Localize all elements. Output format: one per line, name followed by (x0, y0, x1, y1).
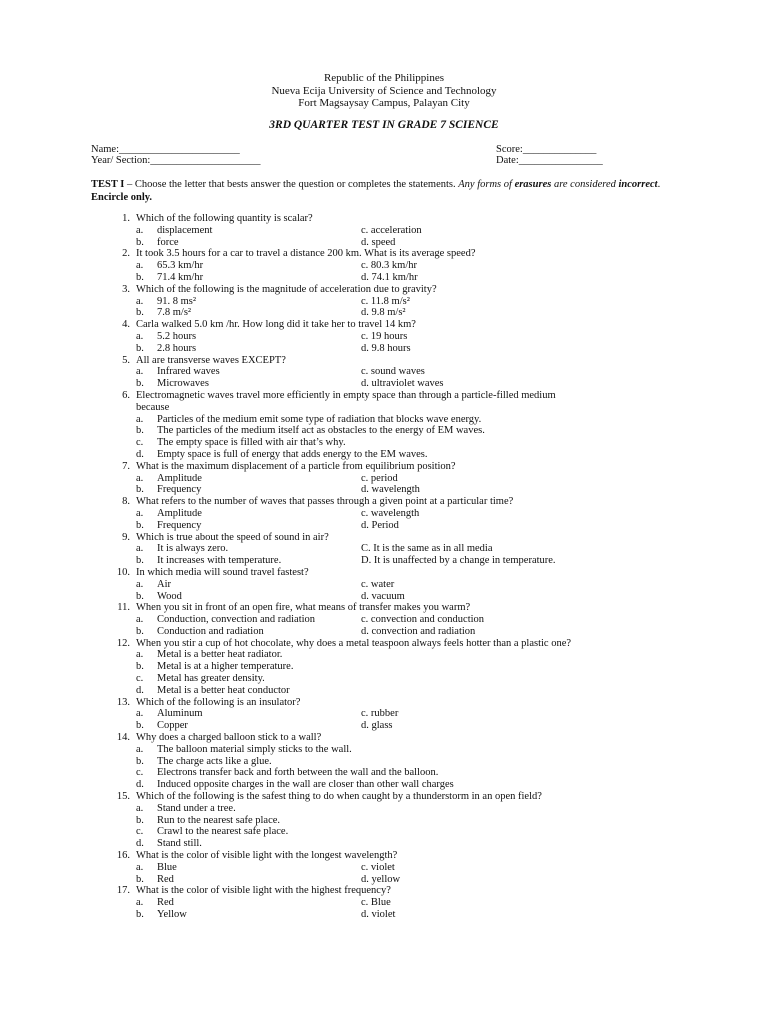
option-text: Amplitude (157, 507, 202, 519)
question-text: What is the maximum displacement of a particle from equilibrium position? (136, 460, 456, 472)
option-letter: a. (136, 708, 144, 720)
test-title: 3RD QUARTER TEST IN GRADE 7 SCIENCE (269, 119, 499, 131)
name-field: Name:_______________________ (91, 144, 240, 155)
option-text: 65.3 km/hr (157, 260, 204, 272)
option-row (0, 649, 768, 661)
option-text-right: c. sound waves (361, 366, 425, 378)
option-text-right: c. rubber (361, 708, 399, 720)
option-text: Amplitude (157, 472, 202, 484)
option-text-right: d. violet (361, 909, 396, 921)
question-number: 12. (116, 637, 130, 649)
option-letter: c. (136, 673, 144, 685)
option-text: The empty space is filled with air that’s why. (157, 437, 346, 449)
question-text: Why does a charged balloon stick to a wall? (136, 732, 322, 744)
option-text-right: d. speed (361, 236, 396, 248)
question-line (0, 885, 768, 897)
question-item (0, 602, 768, 637)
option-row (0, 897, 768, 909)
option-letter: b. (136, 484, 144, 496)
option-letter: b. (136, 625, 144, 637)
option-letter: a. (136, 330, 144, 342)
option-row (0, 579, 768, 591)
option-text-right: c. 80.3 km/hr (361, 260, 417, 272)
header-line-3: Fort Magsaysay Campus, Palayan City (298, 97, 470, 109)
option-text: 71.4 km/hr (157, 271, 204, 283)
option-text: Conduction and radiation (157, 625, 264, 637)
question-text-cont: because (136, 401, 170, 413)
option-text-right: c. water (361, 578, 395, 590)
option-text-right: c. 11.8 m/s² (361, 295, 410, 307)
option-row (0, 260, 768, 272)
question-item (0, 390, 768, 461)
option-letter: a. (136, 224, 144, 236)
question-line (0, 355, 768, 367)
option-text-right: d. yellow (361, 873, 401, 885)
question-text: Which of the following is the magnitude of acceleration due to gravity? (136, 283, 437, 295)
option-text: force (157, 236, 179, 248)
option-text: Particles of the medium emit some type of radiation that blocks wave energy. (157, 413, 482, 425)
instruction-italic-2: are considered (551, 179, 619, 190)
test-instructions (91, 179, 691, 204)
question-text: What is the color of visible light with the highest frequency? (136, 885, 391, 897)
option-row (0, 449, 768, 461)
option-row (0, 437, 768, 449)
question-number: 9. (122, 531, 130, 543)
question-item (0, 532, 768, 567)
info-row-2 (91, 155, 631, 167)
option-row (0, 343, 768, 355)
option-letter: d. (136, 779, 144, 791)
option-letter: d. (136, 838, 144, 850)
option-row (0, 909, 768, 921)
instruction-erasures: erasures (514, 179, 552, 190)
option-row (0, 520, 768, 532)
option-row (0, 756, 768, 768)
question-number: 6. (122, 389, 130, 401)
option-row (0, 862, 768, 874)
option-text-right: c. period (361, 472, 398, 484)
question-number: 13. (116, 696, 130, 708)
question-text: Which of the following is an insulator? (136, 696, 301, 708)
option-letter: c. (136, 437, 144, 449)
option-text: Frequency (157, 484, 202, 496)
instruction-period: . (657, 179, 661, 190)
option-row (0, 473, 768, 485)
question-item (0, 885, 768, 920)
option-text-right: c. wavelength (361, 507, 420, 519)
option-letter: a. (136, 543, 144, 555)
option-row (0, 508, 768, 520)
option-text: Metal is a better heat radiator. (157, 649, 283, 661)
option-text: The balloon material simply sticks to the wall. (157, 743, 352, 755)
option-letter: b. (136, 271, 144, 283)
option-text-right: d. convection and radiation (361, 625, 476, 637)
option-text: Crawl to the nearest safe place. (157, 826, 289, 838)
option-letter: c. (136, 826, 144, 838)
question-line (0, 850, 768, 862)
question-number: 11. (117, 602, 130, 614)
question-text: Electromagnetic waves travel more efficiently in empty space than through a particle-filled medium (136, 389, 556, 401)
option-letter: a. (136, 861, 144, 873)
option-row (0, 744, 768, 756)
question-number: 2. (122, 248, 130, 260)
question-text: Which of the following is the safest thing to do when caught by a thunderstorm in an open field? (136, 791, 542, 803)
option-text: Stand under a tree. (157, 802, 236, 814)
option-letter: a. (136, 366, 144, 378)
header-line-1: Republic of the Philippines (323, 72, 445, 84)
option-text: The particles of the medium itself act as obstacles to the energy of EM waves. (157, 425, 485, 437)
option-row (0, 779, 768, 791)
option-letter: b. (136, 378, 144, 390)
question-text: It took 3.5 hours for a car to travel a distance 200 km. What is its average speed? (136, 248, 476, 260)
option-row (0, 296, 768, 308)
instruction-text: – Choose the letter that bests answer the question or completes the statements. (124, 179, 459, 190)
option-text: 5.2 hours (157, 330, 197, 342)
option-text: It increases with temperature. (157, 555, 282, 567)
option-letter: a. (136, 260, 144, 272)
option-letter: a. (136, 295, 144, 307)
question-item (0, 248, 768, 283)
option-text: Frequency (157, 519, 202, 531)
option-text: Microwaves (157, 378, 209, 390)
option-row (0, 626, 768, 638)
question-line (0, 461, 768, 473)
question-line (0, 284, 768, 296)
option-text-right: c. 19 hours (361, 330, 408, 342)
option-text: 91. 8 ms² (157, 295, 197, 307)
option-text: Aluminum (157, 708, 203, 720)
instruction-encircle: Encircle only. (91, 191, 153, 203)
question-text: What refers to the number of waves that passes through a given point at a particular time? (136, 496, 514, 508)
option-text-right: d. 74.1 km/hr (361, 271, 418, 283)
option-letter: b. (136, 590, 144, 602)
option-letter: a. (136, 897, 144, 909)
option-row (0, 225, 768, 237)
question-line (0, 732, 768, 744)
option-row (0, 708, 768, 720)
question-number: 17. (116, 885, 130, 897)
option-letter: b. (136, 755, 144, 767)
option-text: 7.8 m/s² (157, 307, 192, 319)
question-item (0, 732, 768, 791)
option-letter: b. (136, 720, 144, 732)
option-letter: a. (136, 802, 144, 814)
option-text-right: c. Blue (361, 897, 391, 909)
question-number: 4. (122, 319, 130, 331)
option-row (0, 767, 768, 779)
option-letter: a. (136, 743, 144, 755)
option-row (0, 591, 768, 603)
option-text: Infrared waves (157, 366, 220, 378)
option-row (0, 673, 768, 685)
option-text: Metal is at a higher temperature. (157, 661, 294, 673)
option-letter: a. (136, 578, 144, 590)
option-text: Empty space is full of energy that adds energy to the EM waves. (157, 448, 428, 460)
question-line (0, 390, 768, 402)
option-row (0, 874, 768, 886)
test-label: TEST I (91, 179, 125, 190)
question-line (0, 532, 768, 544)
option-letter: d. (136, 448, 144, 460)
option-text: Electrons transfer back and forth between the wall and the balloon. (157, 767, 439, 779)
instruction-italic-1: Any forms of (458, 179, 515, 190)
option-text: It is always zero. (157, 543, 229, 555)
option-row (0, 555, 768, 567)
header-line-2: Nueva Ecija University of Science and Technology (271, 84, 497, 97)
question-number: 15. (116, 791, 130, 803)
option-row (0, 331, 768, 343)
document-header (0, 72, 768, 110)
question-item (0, 355, 768, 390)
option-row (0, 838, 768, 850)
option-text: Conduction, convection and radiation (157, 614, 316, 626)
option-row (0, 414, 768, 426)
question-text: All are transverse waves EXCEPT? (136, 354, 286, 366)
question-item (0, 791, 768, 850)
question-number: 7. (122, 460, 130, 472)
option-letter: b. (136, 519, 144, 531)
option-letter: a. (136, 507, 144, 519)
option-text: Yellow (157, 909, 187, 921)
option-text: Induced opposite charges in the wall are closer than other wall charges (157, 779, 454, 791)
option-text: Copper (157, 720, 188, 732)
question-item (0, 461, 768, 496)
option-letter: c. (136, 767, 144, 779)
option-text-right: c. convection and conduction (361, 614, 485, 626)
option-text: Red (157, 897, 174, 909)
option-letter: b. (136, 873, 144, 885)
question-item (0, 284, 768, 319)
option-letter: a. (136, 649, 144, 661)
question-text: What is the color of visible light with the longest wavelength? (136, 850, 398, 862)
option-row (0, 237, 768, 249)
question-text: Which is true about the speed of sound in air? (136, 531, 329, 543)
option-text-right: d. ultraviolet waves (361, 378, 444, 390)
question-number: 5. (122, 354, 130, 366)
question-text: When you stir a cup of hot chocolate, why does a metal teaspoon always feels hotter than a plastic one? (136, 637, 572, 649)
date-field: Date:________________ (496, 155, 603, 166)
option-letter: b. (136, 307, 144, 319)
option-text-right: c. acceleration (361, 224, 422, 236)
option-row (0, 378, 768, 390)
option-letter: d. (136, 684, 144, 696)
option-text: 2.8 hours (157, 342, 197, 354)
option-row (0, 685, 768, 697)
question-item (0, 319, 768, 354)
option-text-right: d. wavelength (361, 484, 420, 496)
question-item (0, 850, 768, 885)
option-row (0, 366, 768, 378)
option-text: Red (157, 873, 174, 885)
option-text: Metal has greater density. (157, 673, 265, 685)
question-number: 16. (116, 850, 130, 862)
option-letter: b. (136, 661, 144, 673)
option-row (0, 815, 768, 827)
question-line (0, 213, 768, 225)
option-text: The charge acts like a glue. (157, 755, 272, 767)
option-letter: a. (136, 614, 144, 626)
option-text: Air (157, 578, 171, 590)
question-line (0, 248, 768, 260)
option-text: Wood (157, 590, 182, 602)
section-field: Year/ Section:_____________________ (91, 155, 261, 166)
option-row (0, 803, 768, 815)
option-text: Stand still. (157, 838, 202, 850)
question-text: Carla walked 5.0 km /hr. How long did it take her to travel 14 km? (136, 319, 416, 331)
question-line (0, 638, 768, 650)
option-text-right: d. Period (361, 519, 399, 531)
question-list (0, 213, 768, 921)
option-row (0, 425, 768, 437)
option-letter: a. (136, 413, 144, 425)
question-text: When you sit in front of an open fire, what means of transfer makes you warm? (136, 602, 471, 614)
question-text: In which media will sound travel fastest? (136, 566, 309, 578)
option-text-right: c. violet (361, 861, 395, 873)
question-number: 8. (122, 496, 130, 508)
question-line (0, 697, 768, 709)
option-row (0, 826, 768, 838)
option-text-right: d. 9.8 m/s² (361, 307, 406, 319)
option-text-right: C. It is the same as in all media (361, 543, 493, 555)
option-text-right: d. glass (361, 720, 393, 732)
question-number: 3. (122, 283, 130, 295)
option-row (0, 272, 768, 284)
question-item (0, 567, 768, 602)
score-field: Score:______________ (496, 144, 597, 155)
option-text: Metal is a better heat conductor (157, 684, 290, 696)
question-number: 10. (116, 566, 130, 578)
question-text: Which of the following quantity is scalar? (136, 213, 313, 224)
option-row (0, 720, 768, 732)
option-text: displacement (157, 224, 213, 236)
question-line (0, 602, 768, 614)
question-number: 1. (122, 213, 130, 224)
question-number: 14. (116, 732, 130, 744)
option-letter: a. (136, 472, 144, 484)
option-letter: b. (136, 555, 144, 567)
question-line (0, 791, 768, 803)
question-line (0, 496, 768, 508)
question-item (0, 496, 768, 531)
option-text-right: D. It is unaffected by a change in temperature. (361, 555, 556, 567)
option-row (0, 307, 768, 319)
option-letter: b. (136, 909, 144, 921)
question-item (0, 213, 768, 248)
question-continuation (0, 402, 768, 414)
option-row (0, 661, 768, 673)
option-text: Blue (157, 861, 177, 873)
option-row (0, 543, 768, 555)
question-item (0, 697, 768, 732)
question-item (0, 638, 768, 697)
option-letter: b. (136, 425, 144, 437)
option-letter: b. (136, 236, 144, 248)
option-text: Run to the nearest safe place. (157, 814, 281, 826)
option-row (0, 484, 768, 496)
question-line (0, 319, 768, 331)
option-letter: b. (136, 342, 144, 354)
option-letter: b. (136, 814, 144, 826)
instruction-incorrect: incorrect (618, 179, 658, 190)
option-text-right: d. 9.8 hours (361, 342, 411, 354)
question-line (0, 567, 768, 579)
option-text-right: d. vacuum (361, 590, 405, 602)
option-row (0, 614, 768, 626)
